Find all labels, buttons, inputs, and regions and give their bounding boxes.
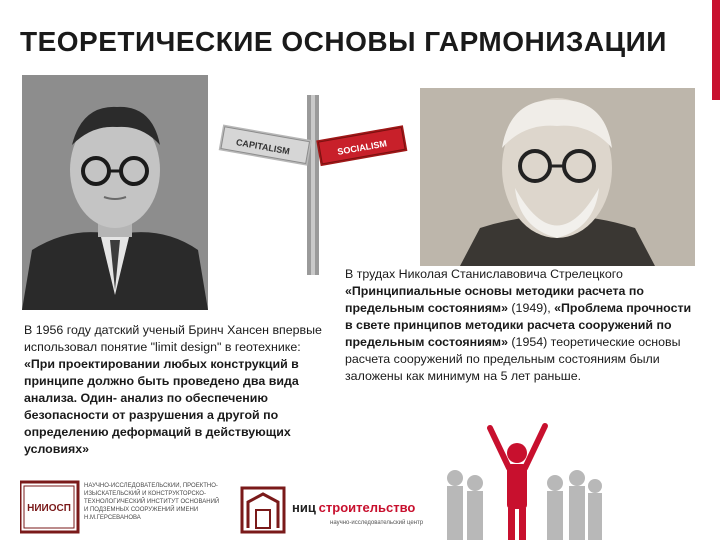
streletsky-portrait xyxy=(420,88,695,266)
niiosp-mark: НИИОСП xyxy=(27,503,71,514)
streletsky-text xyxy=(345,266,695,385)
streletsky-year-1949: (1949), xyxy=(507,301,555,315)
hansen-portrait xyxy=(22,75,208,310)
nic-word: строительство xyxy=(318,500,416,515)
streletsky-work-1954: «Проблема прочности в свете принципов методики расчета сооружений по предельным состояниям» xyxy=(345,301,692,349)
niiosp-logo xyxy=(20,480,220,536)
accent-bar xyxy=(712,0,720,100)
streletsky-paragraph xyxy=(345,266,695,385)
streletsky-lead: В трудах Николая Станиславовича Стрелецкого xyxy=(345,267,623,281)
socialism-sign-text: SOCIALISM xyxy=(336,138,388,157)
nic-subtitle: научно-исследовательский центр xyxy=(330,520,424,526)
svg-text:ницстроительство xyxy=(292,500,415,515)
niiosp-full-name: НАУЧНО-ИССЛЕДОВАТЕЛЬСКИЙ, ПРОЕКТНО-ИЗЫСКАТЕЛЬСКИЙ И КОНСТРУКТОРСКО-ТЕХНОЛОГИЧЕСКИЙ ИНСТИТУТ ОСНОВАНИЙ И ПОДЗЕМНЫХ СООРУЖЕНИЙ ИМЕНИ Н.М.ГЕРСЕВАНОВА xyxy=(84,483,220,521)
winner-figure-image xyxy=(435,408,605,540)
streletsky-work-1949: «Принципиальные основы методики расчета по предельным состояниям» xyxy=(345,284,644,315)
hansen-text xyxy=(24,322,324,458)
hansen-intro: В 1956 году датский ученый Бринч Хансен впервые использовал понятие "limit design" в геотехнике: xyxy=(24,323,322,354)
nic-stroitelstvo-logo xyxy=(240,486,440,538)
capitalism-sign-text: CAPITALISM xyxy=(235,137,291,157)
hansen-quote: «При проектировании любых конструкций в принципе должно быть проведено два вида анализа. Один- анализ по обеспечению безопасности от разрушения а другой по определению деформаций в действующих условиях» xyxy=(24,357,299,456)
signpost-image xyxy=(215,95,410,275)
slide-title: ТЕОРЕТИЧЕСКИЕ ОСНОВЫ ГАРМОНИЗАЦИИ xyxy=(20,26,667,57)
streletsky-tail: (1954) теоретические основы расчета сооружений по предельным состояниям были заложены как минимум на 5 лет раньше. xyxy=(345,335,681,383)
nic-prefix: ниц xyxy=(292,500,316,515)
